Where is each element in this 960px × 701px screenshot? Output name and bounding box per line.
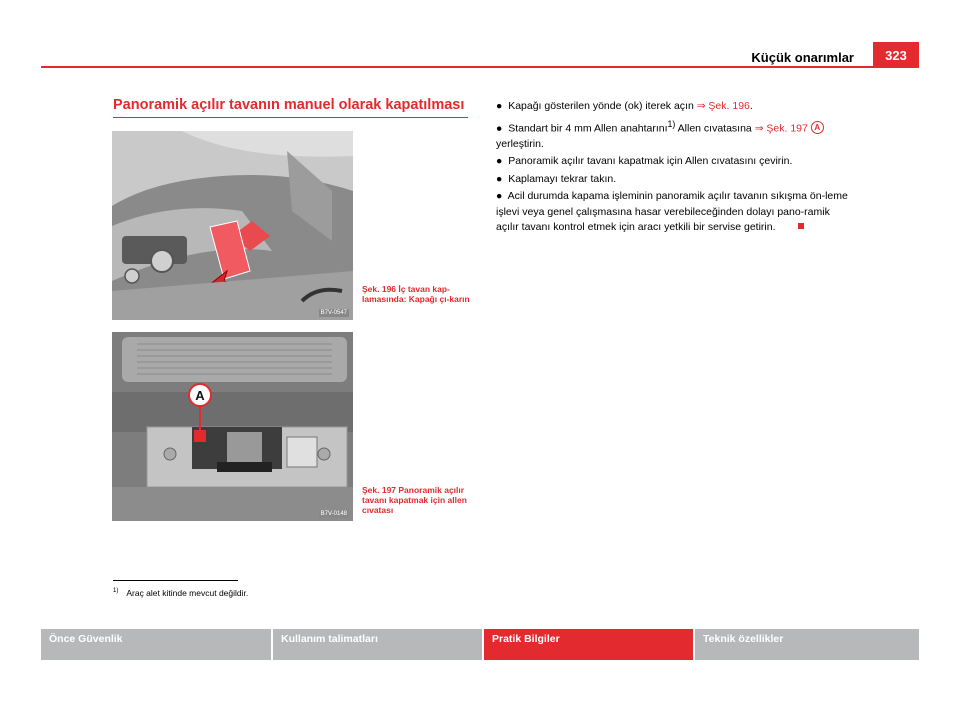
figure-196-image	[112, 131, 353, 320]
tab-once-guvenlik[interactable]: Önce Güvenlik	[41, 629, 273, 660]
footnote: $^{1)}$ Araç alet kitinde mevcut değildir.	[113, 588, 249, 598]
section-title-rule	[113, 117, 468, 118]
callout-label-a: A	[195, 388, 205, 403]
header-title: Küçük onarımlar	[751, 50, 854, 65]
tab-kullanim-talimatlari[interactable]: Kullanım talimatları	[273, 629, 484, 660]
instruction-step: ● Panoramik açılır tavanı kapatmak için Allen cıvatasını çevirin.	[496, 155, 793, 167]
figure-reference-link[interactable]: ⇒ Şek. 197	[754, 122, 808, 134]
instructions	[496, 99, 851, 238]
instruction-step: ● Standart bir 4 mm Allen anahtarını$^{1)}$ Allen cıvatasına ⇒ Şek. 197 A yerleştirin.	[496, 117, 851, 153]
tab-teknik-ozellikler[interactable]: Teknik özellikler	[695, 629, 919, 660]
footnote-marker: 1)	[667, 118, 676, 129]
section-title: Panoramik açılır tavanın manuel olarak kapatılması	[113, 97, 465, 113]
figure-reference-link[interactable]: ⇒ Şek. 196	[696, 100, 750, 112]
page-number-badge: 323	[873, 42, 919, 67]
instruction-step: ● Kaplamayı tekrar takın.	[496, 172, 617, 185]
chapter-tabs	[41, 629, 919, 660]
footnote-rule	[113, 580, 238, 581]
tab-pratik-bilgiler[interactable]: Pratik Bilgiler	[484, 629, 695, 660]
figure-197-image	[112, 332, 353, 521]
instruction-step: ● Kapağı gösterilen yönde (ok) iterek açın ⇒ Şek. 196.	[496, 100, 753, 112]
instruction-step: ● Acil durumda kapama işleminin panoramik açılır tavanın sıkışma ön-leme işlevi veya genel çalışmasına hasar verebileceğinden dolayı pano-ramik açılır tavanı kontrol etmek için aracı yetkili bir servise getirin.	[496, 190, 848, 233]
allen-bolt-illustration	[112, 332, 353, 521]
callout-a-badge: A	[811, 121, 824, 134]
figure-196-caption: Şek. 196 İç tavan kap-lamasında: Kapağı çı-karın	[362, 284, 470, 304]
figure-code: B7V-0148	[320, 511, 347, 517]
roof-lining-cover-illustration	[112, 131, 353, 320]
section-end-marker	[798, 223, 804, 229]
figure-197-caption: Şek. 197 Panoramik açılır tavanı kapatmak için allen cıvatası	[362, 485, 467, 515]
header-rule	[41, 66, 919, 68]
figure-code: B7V-0547	[320, 310, 347, 316]
